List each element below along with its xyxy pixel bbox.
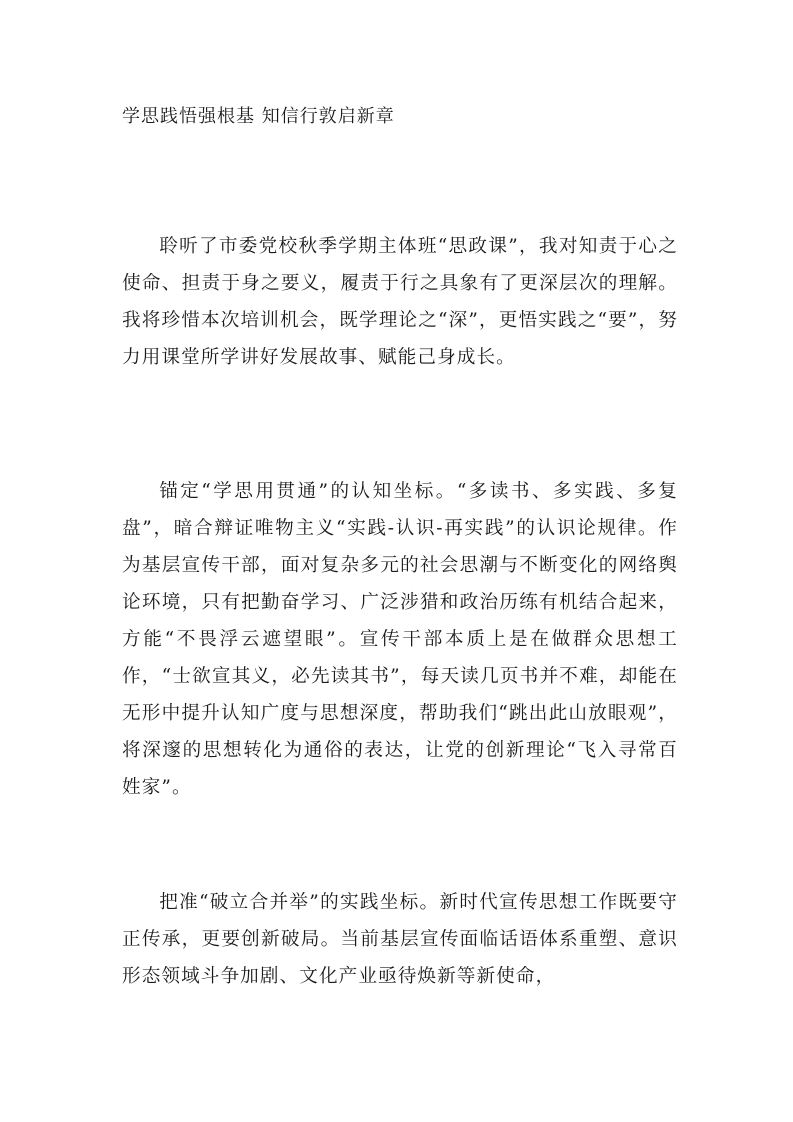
document-title: 学思践悟强根基 知信行敦启新章 (122, 106, 395, 127)
paragraph-practice-coordinate: 把准“破立合并举”的实践坐标。新时代宣传思想工作既要守正传承，更要创新破局。当前基层宣传面临话语体系重塑、意识形态领域斗争加剧、文化产业亟待焕新等新使命， (122, 892, 678, 987)
paragraph-intro: 聆听了市委党校秋季学期主体班“思政课”，我对知责于心之使命、担责于身之要义，履责于行之具象有了更深层次的理解。我将珍惜本次培训机会，既学理论之“深”，更悟实践之“要”，努力用课堂所学讲好发展故事、赋能己身成长。 (122, 236, 678, 368)
paragraph-cognitive-coordinate: 锚定“学思用贯通”的认知坐标。“多读书、多实践、多复盘”，暗合辩证唯物主义“实践-认识-再实践”的认识论规律。作为基层宣传干部，面对复杂多元的社会思潮与不断变化的网络舆论环境，只有把勤奋学习、广泛涉猎和政治历练有机结合起来，方能“不畏浮云遮望眼”。宣传干部本质上是在做群众思想工作，“士欲宣其义，必先读其书”，每天读几页书并不难，却能在无形中提升认知广度与思想深度，帮助我们“跳出此山放眼观”，将深邃的思想转化为通俗的表达，让党的创新理论“飞入寻常百姓家”。 (122, 481, 678, 798)
